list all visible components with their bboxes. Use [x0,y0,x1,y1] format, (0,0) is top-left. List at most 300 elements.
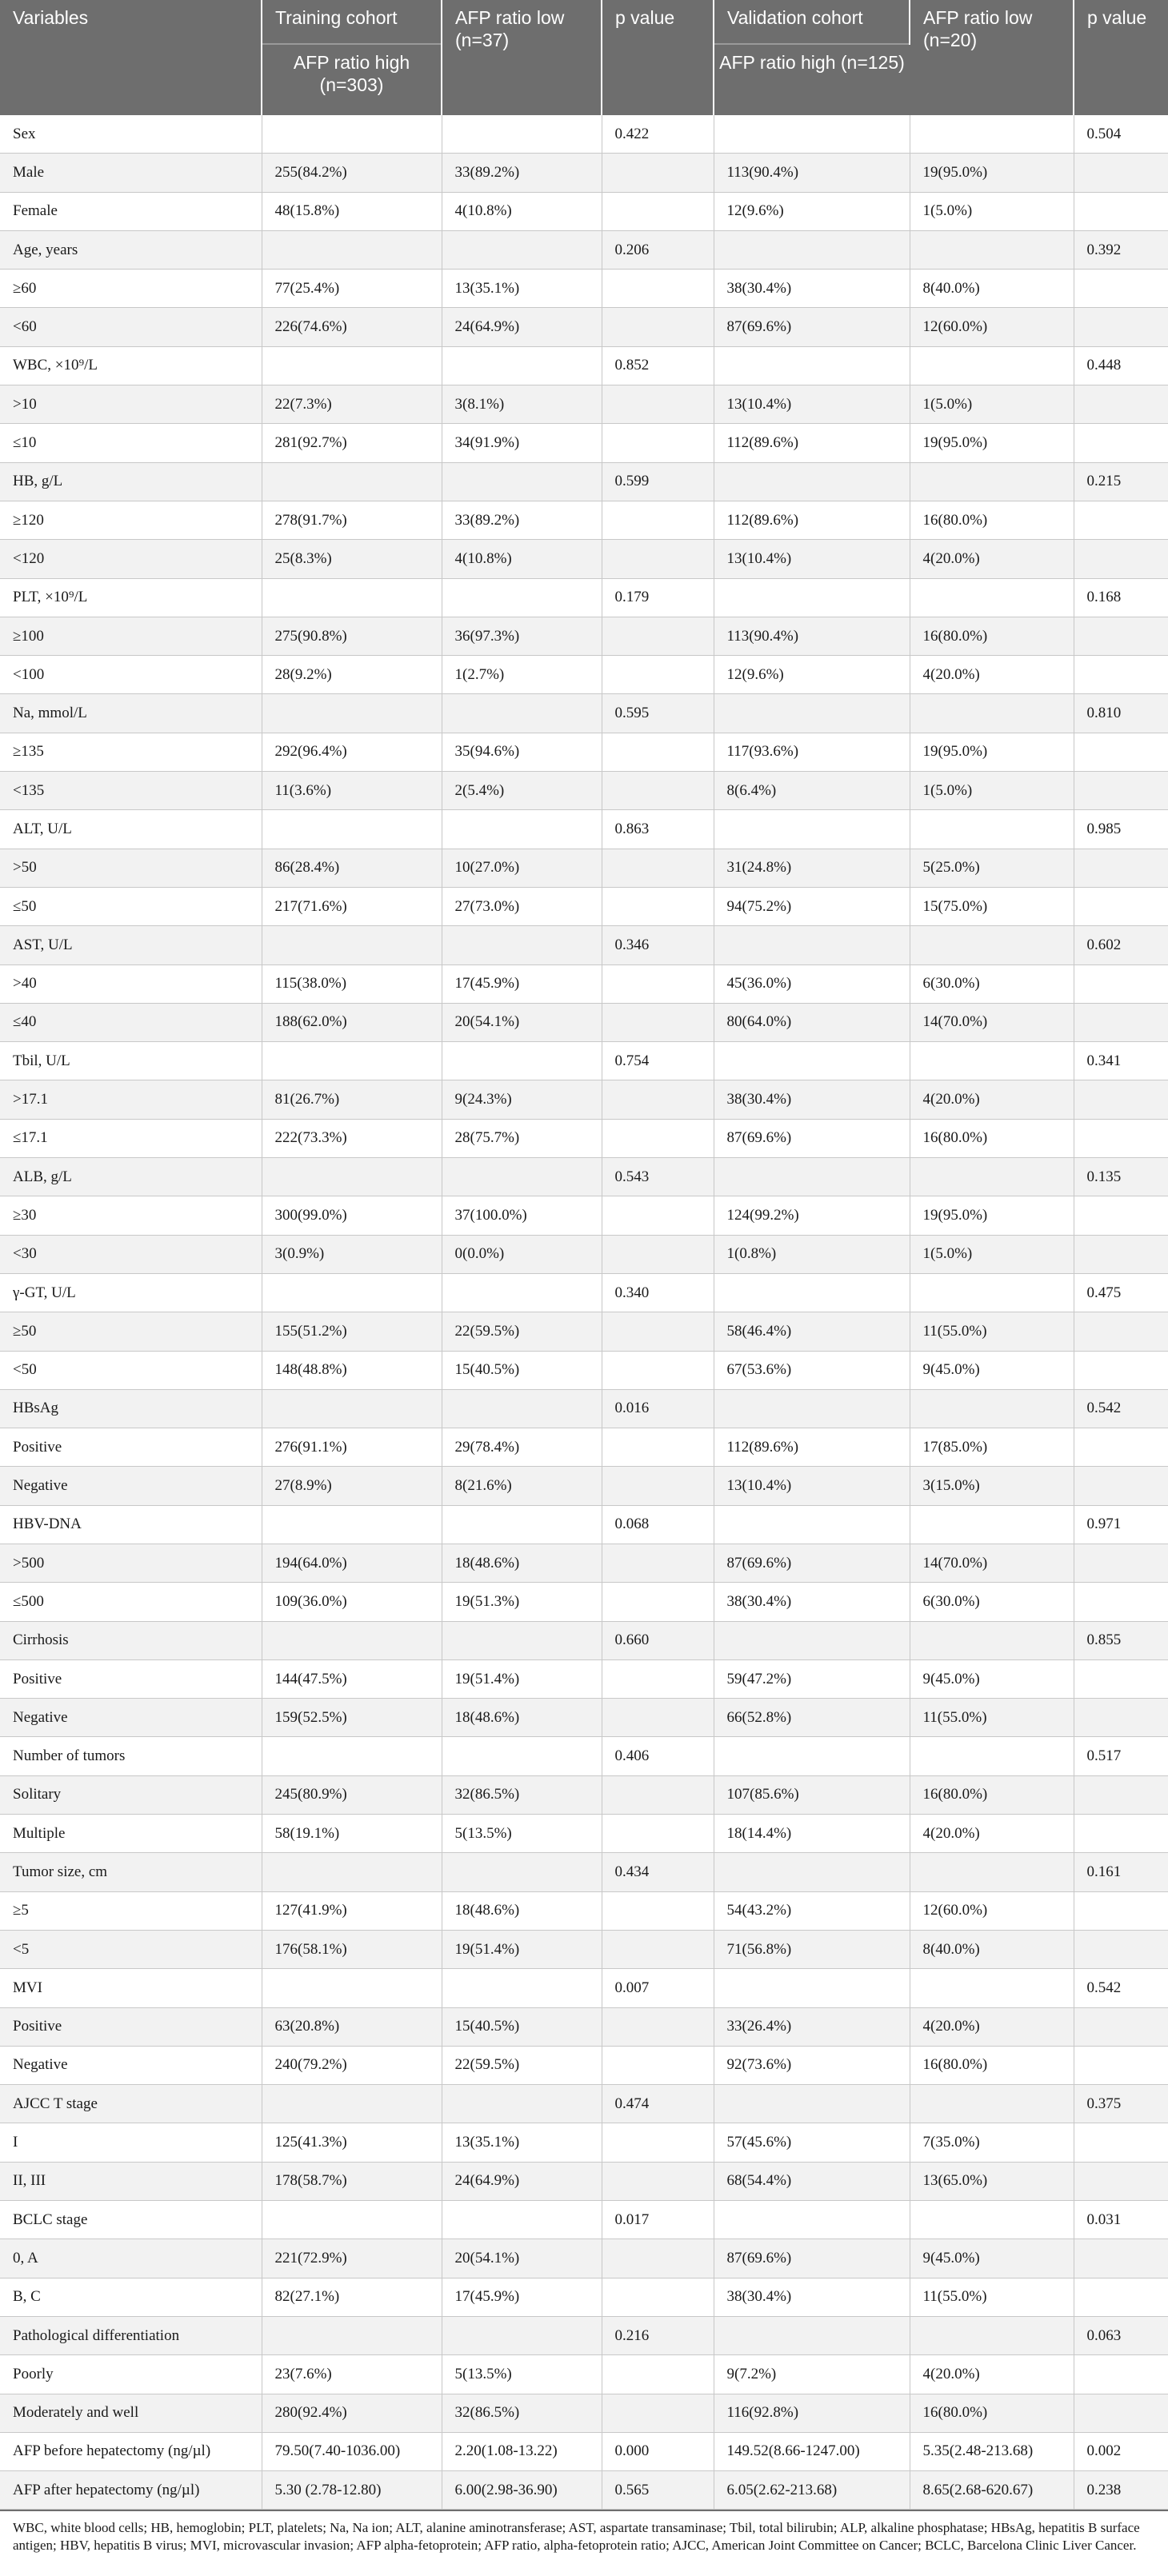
training-high-cell: 280(92.4%) [262,2394,442,2432]
validation-low-cell: 16(80.0%) [910,2046,1074,2084]
table-row [0,1930,1168,1968]
validation-p-value-cell [1074,887,1168,925]
training-low-cell: 35(94.6%) [442,733,602,771]
training-p-value-cell [602,385,714,424]
validation-low-cell: 16(80.0%) [910,617,1074,655]
validation-high-cell: 87(69.6%) [714,308,910,346]
validation-low-cell: 16(80.0%) [910,1119,1074,1157]
variable-cell: <135 [0,772,262,810]
validation-high-cell [714,694,910,733]
validation-low-cell: 15(75.0%) [910,887,1074,925]
training-low-cell [442,1158,602,1196]
training-high-cell: 27(8.9%) [262,1467,442,1505]
header-afp-ratio-high-validation: AFP ratio high (n=125) [714,44,910,115]
variable-cell: Moderately and well [0,2394,262,2432]
validation-low-cell [910,1042,1074,1080]
validation-low-cell: 8(40.0%) [910,1930,1074,1968]
training-low-cell: 32(86.5%) [442,2394,602,2432]
training-high-cell [262,115,442,154]
training-high-cell [262,1969,442,2007]
training-high-cell: 300(99.0%) [262,1196,442,1235]
validation-p-value-cell [1074,1235,1168,1273]
variable-cell: >17.1 [0,1080,262,1119]
training-high-cell: 275(90.8%) [262,617,442,655]
training-p-value-cell [602,2239,714,2278]
validation-high-cell [714,1969,910,2007]
validation-p-value-cell [1074,2394,1168,2432]
validation-p-value-cell: 0.810 [1074,694,1168,733]
validation-p-value-cell [1074,1815,1168,1853]
training-high-cell: 125(41.3%) [262,2123,442,2162]
table-row [0,887,1168,925]
validation-low-cell [910,2085,1074,2123]
validation-high-cell [714,1505,910,1544]
validation-low-cell [910,1737,1074,1775]
training-p-value-cell: 0.852 [602,346,714,385]
variable-cell: Sex [0,115,262,154]
training-low-cell: 18(48.6%) [442,1544,602,1582]
training-p-value-cell [602,1119,714,1157]
table-row [0,346,1168,385]
training-high-cell [262,1158,442,1196]
validation-high-cell: 149.52(8.66-1247.00) [714,2432,910,2470]
training-high-cell [262,2085,442,2123]
variable-cell: >10 [0,385,262,424]
variable-cell: Na, mmol/L [0,694,262,733]
validation-low-cell [910,1273,1074,1312]
training-high-cell: 255(84.2%) [262,154,442,192]
validation-high-cell: 92(73.6%) [714,2046,910,2084]
validation-high-cell: 94(75.2%) [714,887,910,925]
table-row [0,1119,1168,1157]
validation-low-cell [910,2201,1074,2239]
training-high-cell: 77(25.4%) [262,270,442,308]
validation-p-value-cell [1074,1428,1168,1467]
variable-cell: MVI [0,1969,262,2007]
training-low-cell [442,810,602,849]
validation-p-value-cell: 0.168 [1074,578,1168,617]
training-high-cell [262,2316,442,2354]
validation-high-cell [714,1389,910,1428]
validation-p-value-cell [1074,385,1168,424]
table-row [0,1969,1168,2007]
training-low-cell: 19(51.4%) [442,1930,602,1968]
training-low-cell [442,578,602,617]
validation-high-cell [714,2316,910,2354]
validation-p-value-cell: 0.448 [1074,346,1168,385]
variable-cell: WBC, ×10⁹/L [0,346,262,385]
validation-high-cell: 45(36.0%) [714,965,910,1003]
training-low-cell: 36(97.3%) [442,617,602,655]
validation-p-value-cell: 0.031 [1074,2201,1168,2239]
validation-low-cell: 12(60.0%) [910,308,1074,346]
training-p-value-cell [602,1891,714,1930]
validation-high-cell: 12(9.6%) [714,656,910,694]
training-high-cell: 22(7.3%) [262,385,442,424]
training-p-value-cell [602,772,714,810]
training-high-cell [262,578,442,617]
table-row [0,115,1168,154]
variable-cell: Negative [0,1699,262,1737]
validation-high-cell: 33(26.4%) [714,2007,910,2046]
validation-high-cell: 18(14.4%) [714,1815,910,1853]
validation-p-value-cell [1074,2162,1168,2200]
table-row [0,192,1168,230]
training-p-value-cell [602,540,714,578]
validation-low-cell: 19(95.0%) [910,154,1074,192]
variable-cell: <50 [0,1351,262,1389]
validation-p-value-cell [1074,1775,1168,1814]
table-row [0,2316,1168,2354]
variable-cell: Number of tumors [0,1737,262,1775]
training-high-cell: 5.30 (2.78-12.80) [262,2471,442,2510]
variable-cell: PLT, ×10⁹/L [0,578,262,617]
table-body [0,115,1168,2510]
training-p-value-cell: 0.595 [602,694,714,733]
variable-cell: ALB, g/L [0,1158,262,1196]
header-afp-ratio-high-training: AFP ratio high (n=303) [262,44,442,115]
variable-cell: Negative [0,1467,262,1505]
validation-low-cell: 16(80.0%) [910,2394,1074,2432]
variable-cell: ≥60 [0,270,262,308]
training-low-cell: 24(64.9%) [442,308,602,346]
validation-low-cell [910,578,1074,617]
validation-p-value-cell [1074,501,1168,539]
training-low-cell [442,1389,602,1428]
table-row [0,849,1168,887]
variable-cell: ≤50 [0,887,262,925]
validation-p-value-cell [1074,270,1168,308]
validation-high-cell [714,230,910,269]
training-p-value-cell [602,308,714,346]
training-p-value-cell [602,965,714,1003]
training-high-cell: 292(96.4%) [262,733,442,771]
validation-p-value-cell: 0.504 [1074,115,1168,154]
table-row [0,694,1168,733]
training-high-cell: 194(64.0%) [262,1544,442,1582]
training-high-cell: 148(48.8%) [262,1351,442,1389]
variable-cell: AJCC T stage [0,2085,262,2123]
table-row [0,424,1168,462]
validation-high-cell: 6.05(2.62-213.68) [714,2471,910,2510]
training-p-value-cell [602,1003,714,1041]
table-row [0,462,1168,501]
training-p-value-cell: 0.017 [602,2201,714,2239]
header-afp-ratio-low-validation: AFP ratio low (n=20) [910,0,1074,115]
validation-low-cell [910,230,1074,269]
variable-cell: B, C [0,2278,262,2316]
validation-low-cell: 11(55.0%) [910,2278,1074,2316]
validation-high-cell: 13(10.4%) [714,385,910,424]
training-p-value-cell: 0.007 [602,1969,714,2007]
training-high-cell [262,1505,442,1544]
validation-p-value-cell: 0.542 [1074,1389,1168,1428]
training-p-value-cell: 0.016 [602,1389,714,1428]
training-high-cell: 144(47.5%) [262,1659,442,1698]
validation-low-cell: 5.35(2.48-213.68) [910,2432,1074,2470]
training-low-cell [442,115,602,154]
validation-high-cell: 113(90.4%) [714,617,910,655]
table-row [0,2239,1168,2278]
table-row [0,2046,1168,2084]
training-p-value-cell: 0.206 [602,230,714,269]
training-p-value-cell [602,1312,714,1351]
training-low-cell [442,1273,602,1312]
table-row [0,1659,1168,1698]
training-high-cell [262,810,442,849]
training-high-cell [262,1853,442,1891]
table-row [0,733,1168,771]
validation-high-cell: 66(52.8%) [714,1699,910,1737]
variable-cell: AFP before hepatectomy (ng/µl) [0,2432,262,2470]
training-high-cell: 188(62.0%) [262,1003,442,1041]
validation-p-value-cell [1074,733,1168,771]
validation-high-cell: 38(30.4%) [714,270,910,308]
validation-low-cell: 19(95.0%) [910,1196,1074,1235]
training-p-value-cell [602,1699,714,1737]
validation-high-cell: 59(47.2%) [714,1659,910,1698]
validation-high-cell [714,1737,910,1775]
training-p-value-cell: 0.543 [602,1158,714,1196]
validation-high-cell: 12(9.6%) [714,192,910,230]
table-row [0,2278,1168,2316]
validation-high-cell: 112(89.6%) [714,501,910,539]
validation-p-value-cell [1074,1351,1168,1389]
table-row [0,2394,1168,2432]
table-row [0,270,1168,308]
training-high-cell [262,230,442,269]
variable-cell: ≤10 [0,424,262,462]
validation-high-cell: 58(46.4%) [714,1312,910,1351]
table-row [0,965,1168,1003]
validation-p-value-cell [1074,2046,1168,2084]
validation-high-cell [714,926,910,965]
table-row [0,1196,1168,1235]
training-p-value-cell: 0.599 [602,462,714,501]
validation-high-cell [714,2201,910,2239]
training-high-cell [262,1621,442,1659]
table-row [0,1621,1168,1659]
header-p-value-validation: p value [1074,0,1168,115]
validation-p-value-cell: 0.002 [1074,2432,1168,2470]
validation-high-cell: 68(54.4%) [714,2162,910,2200]
validation-high-cell [714,1273,910,1312]
validation-low-cell: 16(80.0%) [910,501,1074,539]
training-low-cell: 17(45.9%) [442,2278,602,2316]
training-p-value-cell [602,192,714,230]
validation-p-value-cell: 0.542 [1074,1969,1168,2007]
validation-p-value-cell [1074,308,1168,346]
training-low-cell: 24(64.9%) [442,2162,602,2200]
validation-p-value-cell: 0.161 [1074,1853,1168,1891]
validation-low-cell: 6(30.0%) [910,965,1074,1003]
validation-high-cell: 71(56.8%) [714,1930,910,1968]
validation-low-cell: 4(20.0%) [910,2007,1074,2046]
variable-cell: ≥120 [0,501,262,539]
validation-low-cell [910,926,1074,965]
validation-low-cell: 4(20.0%) [910,656,1074,694]
validation-high-cell: 80(64.0%) [714,1003,910,1041]
variable-cell: <5 [0,1930,262,1968]
validation-high-cell: 38(30.4%) [714,1080,910,1119]
validation-high-cell: 31(24.8%) [714,849,910,887]
table-row [0,617,1168,655]
training-low-cell: 17(45.9%) [442,965,602,1003]
validation-p-value-cell [1074,2355,1168,2394]
training-p-value-cell [602,733,714,771]
validation-low-cell: 4(20.0%) [910,2355,1074,2394]
validation-high-cell: 112(89.6%) [714,424,910,462]
training-low-cell: 3(8.1%) [442,385,602,424]
training-p-value-cell: 0.474 [602,2085,714,2123]
table-row [0,2355,1168,2394]
validation-low-cell [910,1621,1074,1659]
training-low-cell: 19(51.4%) [442,1659,602,1698]
validation-p-value-cell [1074,154,1168,192]
table-row [0,1351,1168,1389]
validation-low-cell: 14(70.0%) [910,1003,1074,1041]
variable-cell: AFP after hepatectomy (ng/µl) [0,2471,262,2510]
validation-high-cell: 38(30.4%) [714,2278,910,2316]
table-row [0,1158,1168,1196]
table-row [0,1080,1168,1119]
training-p-value-cell [602,2007,714,2046]
table-row [0,810,1168,849]
training-p-value-cell [602,2394,714,2432]
table-row [0,1467,1168,1505]
variable-cell: AST, U/L [0,926,262,965]
training-low-cell: 5(13.5%) [442,2355,602,2394]
variable-cell: I [0,2123,262,2162]
header-p-value-training: p value [602,0,714,115]
training-high-cell [262,1042,442,1080]
table-row [0,656,1168,694]
variable-cell: <30 [0,1235,262,1273]
validation-low-cell: 5(25.0%) [910,849,1074,887]
variable-cell: HBV-DNA [0,1505,262,1544]
training-low-cell: 20(54.1%) [442,1003,602,1041]
variable-cell: ≥5 [0,1891,262,1930]
variable-cell: BCLC stage [0,2201,262,2239]
table-row [0,154,1168,192]
validation-high-cell: 87(69.6%) [714,2239,910,2278]
training-low-cell [442,2085,602,2123]
training-high-cell: 82(27.1%) [262,2278,442,2316]
validation-high-cell: 38(30.4%) [714,1583,910,1621]
validation-low-cell: 8.65(2.68-620.67) [910,2471,1074,2510]
training-p-value-cell [602,1196,714,1235]
validation-high-cell [714,462,910,501]
validation-p-value-cell [1074,1583,1168,1621]
table-row [0,2085,1168,2123]
training-high-cell: 86(28.4%) [262,849,442,887]
training-high-cell: 276(91.1%) [262,1428,442,1467]
training-low-cell [442,1505,602,1544]
training-low-cell: 20(54.1%) [442,2239,602,2278]
training-p-value-cell: 0.216 [602,2316,714,2354]
variable-cell: >50 [0,849,262,887]
validation-high-cell [714,346,910,385]
variable-cell: Positive [0,1659,262,1698]
validation-low-cell: 4(20.0%) [910,1080,1074,1119]
training-low-cell [442,2316,602,2354]
training-p-value-cell [602,1930,714,1968]
variable-cell: <100 [0,656,262,694]
training-low-cell: 13(35.1%) [442,270,602,308]
training-p-value-cell [602,849,714,887]
training-high-cell: 28(9.2%) [262,656,442,694]
validation-p-value-cell [1074,1930,1168,1968]
validation-low-cell: 8(40.0%) [910,270,1074,308]
training-high-cell: 159(52.5%) [262,1699,442,1737]
validation-p-value-cell [1074,1699,1168,1737]
validation-low-cell: 4(20.0%) [910,1815,1074,1853]
training-low-cell [442,926,602,965]
training-low-cell: 33(89.2%) [442,501,602,539]
validation-high-cell [714,1853,910,1891]
training-p-value-cell: 0.754 [602,1042,714,1080]
table-row [0,2201,1168,2239]
training-low-cell [442,1969,602,2007]
training-p-value-cell [602,270,714,308]
validation-low-cell: 19(95.0%) [910,733,1074,771]
training-p-value-cell [602,2278,714,2316]
training-p-value-cell: 0.434 [602,1853,714,1891]
table-row [0,2162,1168,2200]
validation-high-cell: 57(45.6%) [714,2123,910,2162]
validation-low-cell: 16(80.0%) [910,1775,1074,1814]
training-low-cell: 32(86.5%) [442,1775,602,1814]
validation-low-cell [910,115,1074,154]
validation-p-value-cell [1074,540,1168,578]
variable-cell: Tbil, U/L [0,1042,262,1080]
training-p-value-cell: 0.406 [602,1737,714,1775]
validation-p-value-cell [1074,2278,1168,2316]
variable-cell: ≥50 [0,1312,262,1351]
training-high-cell: 23(7.6%) [262,2355,442,2394]
training-high-cell: 222(73.3%) [262,1119,442,1157]
training-low-cell: 10(27.0%) [442,849,602,887]
training-high-cell: 245(80.9%) [262,1775,442,1814]
validation-p-value-cell: 0.375 [1074,2085,1168,2123]
validation-low-cell: 1(5.0%) [910,192,1074,230]
training-high-cell: 11(3.6%) [262,772,442,810]
header-variables: Variables [0,0,262,115]
validation-p-value-cell: 0.985 [1074,810,1168,849]
validation-low-cell: 11(55.0%) [910,1312,1074,1351]
table-row [0,1775,1168,1814]
validation-p-value-cell: 0.063 [1074,2316,1168,2354]
validation-low-cell: 1(5.0%) [910,385,1074,424]
training-low-cell [442,1737,602,1775]
training-high-cell [262,1273,442,1312]
training-low-cell: 13(35.1%) [442,2123,602,2162]
table-row [0,1312,1168,1351]
table-row [0,1273,1168,1312]
table-row [0,1389,1168,1428]
validation-low-cell [910,1389,1074,1428]
table-row [0,2471,1168,2510]
variable-cell: Age, years [0,230,262,269]
training-high-cell: 240(79.2%) [262,2046,442,2084]
training-low-cell: 9(24.3%) [442,1080,602,1119]
table-row [0,1003,1168,1041]
validation-high-cell [714,810,910,849]
validation-high-cell: 87(69.6%) [714,1119,910,1157]
training-p-value-cell [602,1775,714,1814]
validation-p-value-cell [1074,772,1168,810]
validation-p-value-cell [1074,1467,1168,1505]
